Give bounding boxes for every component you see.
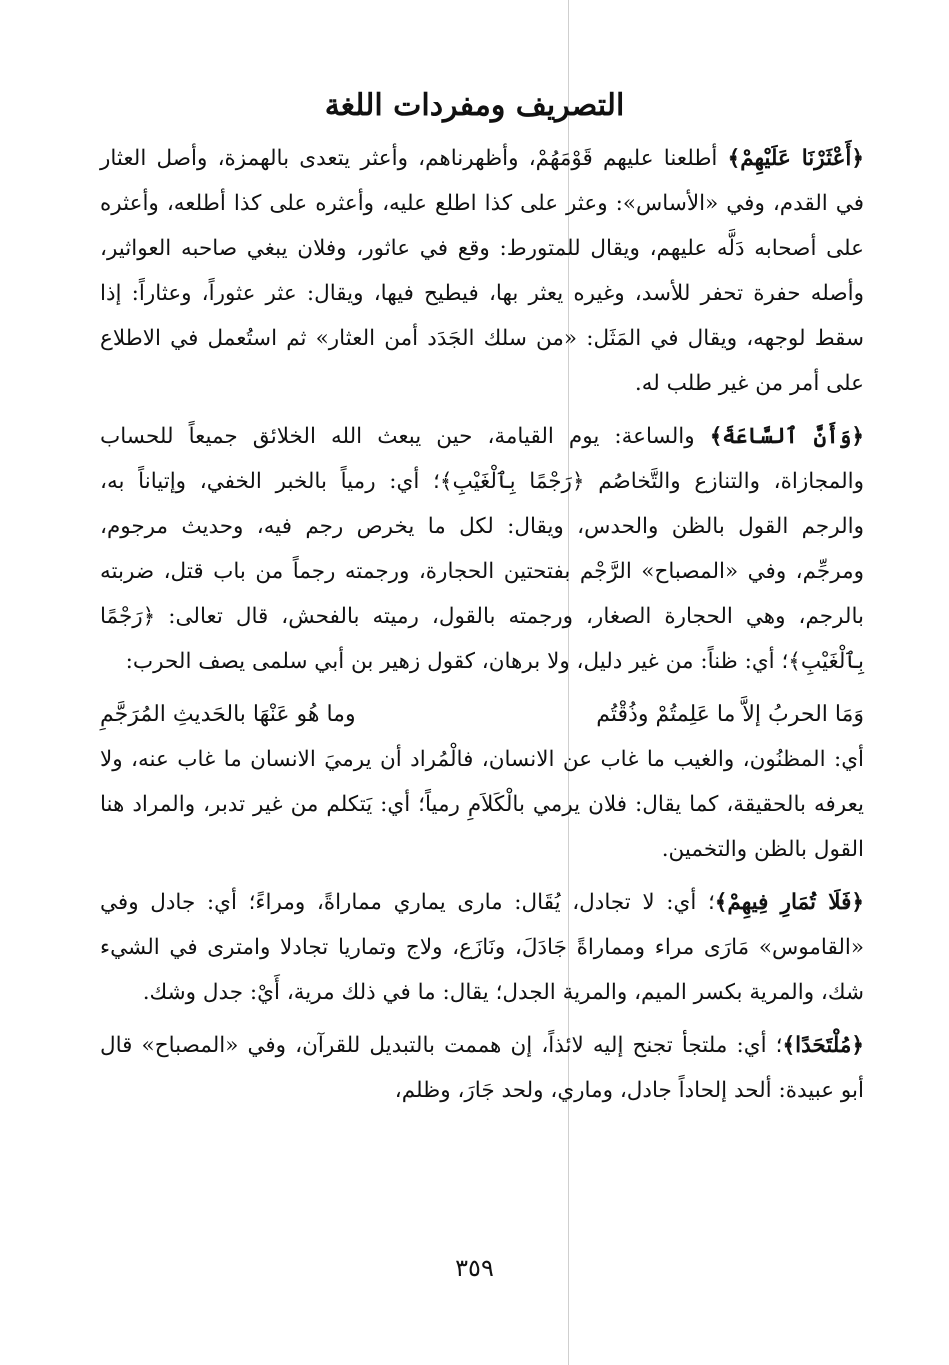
quran-term: ﴿مُلْتَحَدًا﴾ — [782, 1033, 864, 1058]
verse-first-hemistich: وَمَا الحربُ إلاَّ ما عَلِمتُمْ وذُقْتُم — [596, 702, 864, 727]
paragraph-text: ؛ أي: ملتجأ تجنح إليه لائذاً، إن هممت بالتبديل للقرآن، وفي «المصباح» قال أبو عبيدة: ألحد إلحاداً جادل، وماري، ولحد جَارَ، وظلم، — [100, 1033, 864, 1103]
paragraph-text: والساعة: يوم القيامة، حين يبعث الله الخلائق جميعاً للحساب والمجازاة، والتنازع والتَّخاصُم ﴿رَجْمًا بِٱلْغَيْبِ﴾؛ أي: رمياً بالخبر الخفي، وإتياناً به، والرجم القول بالظن والحدس، ويقال: لكل ما يخرص رجم فيه، وحديث مرجوم، ومرجِّم، وفي «المصباح» الرَّجْم بفتحتين الحجارة، ورجمته رجماً من باب قتل، ضربته بالرجم، وهي الحجارة الصغار، ورجمته بالقول، رميته بالفحش، قال تعالى: ﴿رَجْمًا بِٱلْغَيْبِ﴾؛ أي: ظناً: من غير دليل، ولا برهان، كقول زهير بن أبي سلمى يصف الحرب: — [100, 424, 864, 674]
page-body — [100, 136, 864, 1113]
paragraph-text: أطلعنا عليهم قَوْمَهُمْ، وأظهرناهم، وأعثر يتعدى بالهمزة، وأصل العثار في القدم، وفي «الأساس»: وعثر على كذا اطلع عليه، وأعثره على كذا أطلعه، وأعثره على أصحابه دَلَّه عليهم، ويقال للمتورط: وقع في عاثور، وفلان يبغي صاحبه العواثير، وأصله حفرة تحفر للأسد، وغيره يعثر بها، فيطيح فيها، ويقال: عثر عثوراً، وعثاراً: إذا سقط لوجهه، ويقال في المَثَل: «من سلك الجَدَد أمن العثار» ثم استُعمل في الاطلاع على أمر من غير طلب له. — [100, 146, 864, 396]
paragraph-5 — [100, 1023, 864, 1113]
quran-term: ﴿فَلَا تُمَارِ فِيهِمْ﴾ — [714, 890, 864, 915]
paragraph-1 — [100, 136, 864, 406]
quran-term: ﴿وَأَنَّ ٱلسَّاعَةَ﴾ — [709, 424, 864, 449]
paragraph-3 — [100, 737, 864, 872]
poetry-verse — [100, 692, 864, 737]
paragraph-text: أي: المظنُون، والغيب ما غاب عن الانسان، فالْمُراد أن يرميَ الانسان ما غاب عنه، ولا يعرفه بالحقيقة، كما يقال: فلان يرمي بالْكَلاَمِ رمياً؛ أي: يَتكلم من غير تدبر، والمراد هنا القول بالظن والتخمين. — [100, 747, 864, 862]
paragraph-4 — [100, 880, 864, 1015]
page-number: ٣٥٩ — [455, 1254, 494, 1282]
paragraph-2 — [100, 414, 864, 684]
quran-term: ﴿أَعْثَرْنَا عَلَيْهِمْ﴾ — [727, 146, 864, 171]
paragraph-text: ؛ أي: لا تجادل، يُقَال: مارى يماري مماراةً، ومراءً؛ أي: جادل وفي «القاموس» مَارَى مراء ومماراةً جَادَلَ، ونَازَع، ولاج وتماريا تجادلا وامترى في الشيء شك، والمرية بكسر الميم، والمرية الجدل؛ يقال: ما في ذلك مرية، أَيْ: جدل وشك. — [100, 890, 864, 1005]
page-title: التصريف ومفردات اللغة — [324, 88, 625, 123]
verse-second-hemistich: وما هُو عَنْهَا بالحَديثِ المُرَجَّمِ — [100, 702, 356, 727]
